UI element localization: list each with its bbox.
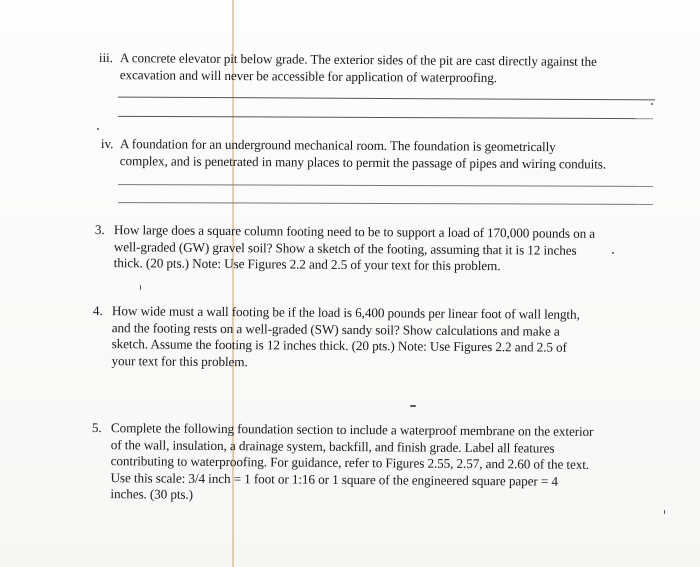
question-4 [92,303,663,373]
paper-mark [410,405,416,407]
answer-line [118,116,653,119]
question-line: well-graded (GW) gravel soil? Show a sketch of the footing, assuming that it is 12 inches [113,238,577,258]
question-line: How large does a square column footing need to be to support a load of 170,000 pounds on a [113,222,596,241]
question-number: 3. [94,222,105,238]
question-number: iv. [100,136,114,152]
question-number: iii. [98,50,113,66]
question-line: How wide must a wall footing be if the load is 6,400 pounds per linear foot of wall length, [111,303,580,322]
question-iv [101,136,671,173]
question-number: 4. [92,303,103,319]
question-line: and the footing rests on a well-graded (SW) sandy soil? Show calculations and make a [111,319,560,339]
question-line: inches. (30 pts.) [110,486,194,502]
paper-mark [612,252,614,254]
question-line: your text for this problem. [111,352,248,369]
question-line: contributing to waterproofing. For guidance, refer to Figures 2.55, 2.57, and 2.60 of the text. [110,453,590,472]
question-5 [91,420,667,507]
answer-line [118,97,655,101]
answer-line [118,184,653,187]
paper-mark [140,285,141,290]
question-3 [95,222,665,276]
paper-mark [664,510,665,514]
question-line: complex, and is penetrated in many places to permit the passage of pipes and wiring conduits. [119,152,607,172]
question-line: excavation and will never be accessible for application of waterproofing. [119,66,498,85]
paper-mark [651,103,653,105]
question-line: Use this scale: 3/4 inch = 1 foot or 1:16 or 1 square of the engineered square paper = 4 [110,469,558,489]
answer-line [118,202,653,205]
question-line: Complete the following foundation section to include a waterproof membrane on the exterior [110,420,594,439]
question-line: sketch. Assume the footing is 12 inches thick. (20 pts.) Note: Use Figures 2.2 and 2.5 of [111,336,567,355]
paper-mark [97,128,99,130]
question-line: A foundation for an underground mechanical room. The foundation is geometrically [119,136,556,155]
question-number: 5. [91,420,102,436]
question-iii [99,50,669,87]
question-line: of the wall, insulation, a drainage system, backfill, and finish grade. Label all features [110,436,555,456]
question-line: A concrete elevator pit below grade. The exterior sides of the pit are cast directly against the [119,50,597,69]
question-line: thick. (20 pts.) Note: Use Figures 2.2 and 2.5 of your text for this problem. [113,255,501,274]
